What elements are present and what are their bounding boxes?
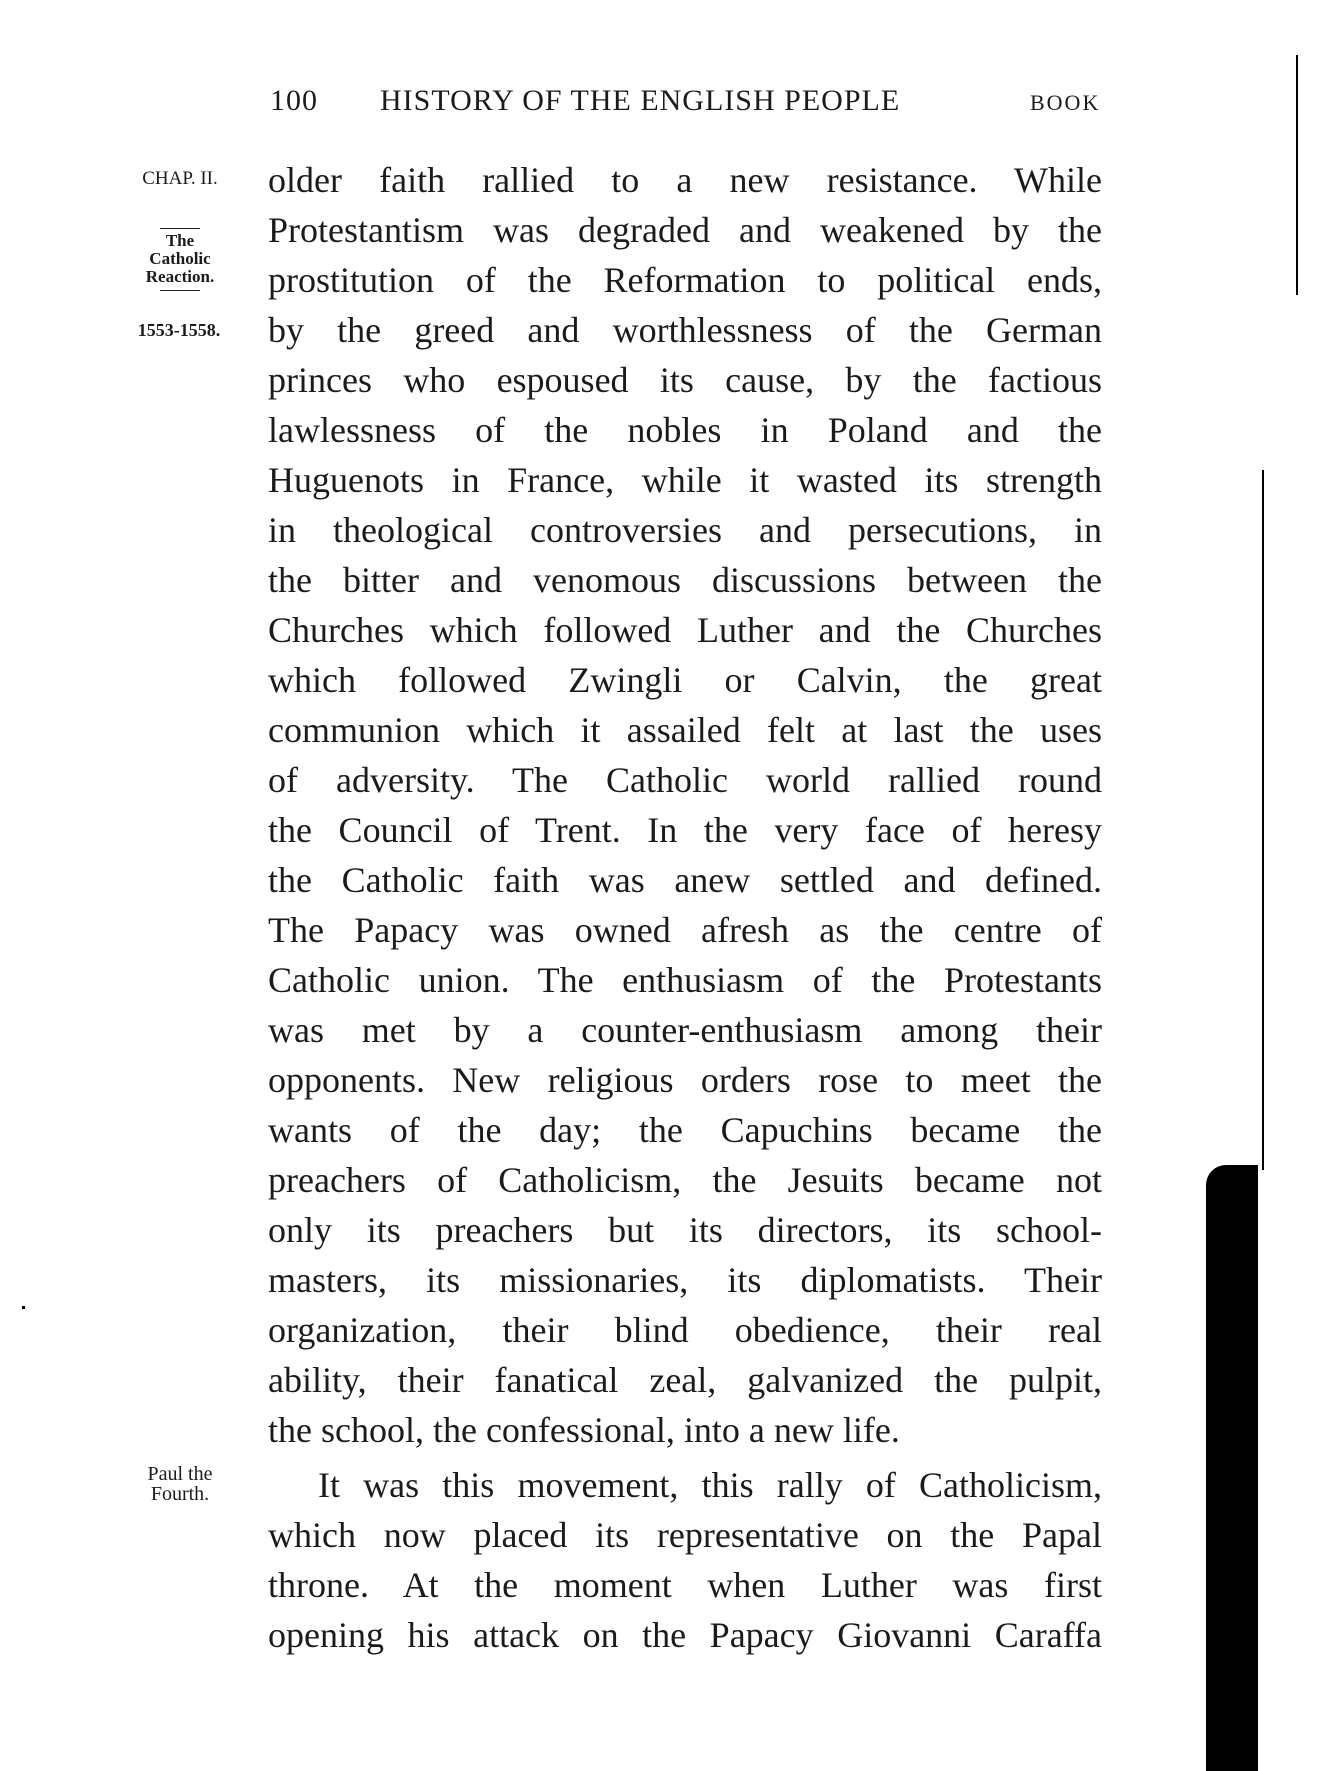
text-line: communion which it assailed felt at last the uses bbox=[268, 710, 1102, 750]
text-line: masters, its missionaries, its diplomatists. Their bbox=[268, 1260, 1102, 1300]
text-line: Huguenots in France, while it wasted its strength bbox=[268, 460, 1102, 500]
marginal-rule bbox=[160, 228, 200, 229]
paul-line: Paul the bbox=[147, 1463, 213, 1485]
book-label: BOOK bbox=[1030, 90, 1101, 115]
marginal-rule bbox=[160, 290, 200, 291]
scan-edge-thin-mid bbox=[1262, 470, 1264, 1170]
text-line: opponents. New religious orders rose to meet the bbox=[268, 1060, 1102, 1100]
text-line: opening his attack on the Papacy Giovanni Caraffa bbox=[268, 1615, 1102, 1655]
topic-line: Reaction. bbox=[145, 267, 215, 286]
text-line: by the greed and worthlessness of the German bbox=[268, 310, 1102, 350]
paul-marginal-note bbox=[128, 1464, 232, 1504]
text-line: the school, the confessional, into a new life. bbox=[268, 1410, 900, 1450]
text-line: princes who espoused its cause, by the factious bbox=[268, 360, 1102, 400]
text-line: which now placed its representative on the Papal bbox=[268, 1515, 1102, 1555]
text-line: preachers of Catholicism, the Jesuits became not bbox=[268, 1160, 1102, 1200]
text-line: Churches which followed Luther and the Churches bbox=[268, 610, 1102, 650]
text-line: older faith rallied to a new resistance. While bbox=[268, 160, 1102, 200]
text-line: organization, their blind obedience, their real bbox=[268, 1310, 1102, 1350]
paul-line: Fourth. bbox=[150, 1483, 210, 1505]
scan-edge-wide bbox=[1206, 1165, 1258, 1771]
topic-line: The bbox=[165, 231, 195, 250]
text-line: was met by a counter-enthusiasm among their bbox=[268, 1010, 1102, 1050]
page-number: 100 bbox=[270, 84, 318, 117]
text-line: prostitution of the Reformation to political ends, bbox=[268, 260, 1102, 300]
text-line: lawlessness of the nobles in Poland and the bbox=[268, 410, 1102, 450]
paragraph-2 bbox=[268, 1460, 1102, 1660]
text-line: ability, their fanatical zeal, galvanized the pulpit, bbox=[268, 1360, 1102, 1400]
topic-line: Catholic bbox=[149, 249, 211, 268]
text-line: The Papacy was owned afresh as the centre of bbox=[268, 910, 1102, 950]
scan-edge-thin-top bbox=[1296, 55, 1298, 295]
topic-marginal-note bbox=[118, 224, 242, 294]
dates-marginal-note: 1553-1558. bbox=[137, 320, 221, 340]
text-line: the bitter and venomous discussions between the bbox=[268, 560, 1102, 600]
scan-speck bbox=[22, 1306, 25, 1309]
text-line: the Catholic faith was anew settled and defined. bbox=[268, 860, 1102, 900]
running-title: HISTORY OF THE ENGLISH PEOPLE bbox=[380, 84, 901, 117]
running-header bbox=[0, 84, 1332, 124]
text-line: of adversity. The Catholic world rallied round bbox=[268, 760, 1102, 800]
text-line: throne. At the moment when Luther was first bbox=[268, 1565, 1102, 1605]
text-line: the Council of Trent. In the very face of heresy bbox=[268, 810, 1102, 850]
text-line: in theological controversies and persecutions, in bbox=[268, 510, 1102, 550]
paragraph-1 bbox=[268, 155, 1102, 1455]
text-line: Catholic union. The enthusiasm of the Protestants bbox=[268, 960, 1102, 1000]
text-line: Protestantism was degraded and weakened by the bbox=[268, 210, 1102, 250]
chapter-marginal-note: CHAP. II. bbox=[142, 168, 218, 189]
text-line: It was this movement, this rally of Catholicism, bbox=[318, 1465, 1102, 1505]
text-line: only its preachers but its directors, its school- bbox=[268, 1210, 1102, 1250]
text-line: which followed Zwingli or Calvin, the great bbox=[268, 660, 1102, 700]
text-line: wants of the day; the Capuchins became the bbox=[268, 1110, 1102, 1150]
